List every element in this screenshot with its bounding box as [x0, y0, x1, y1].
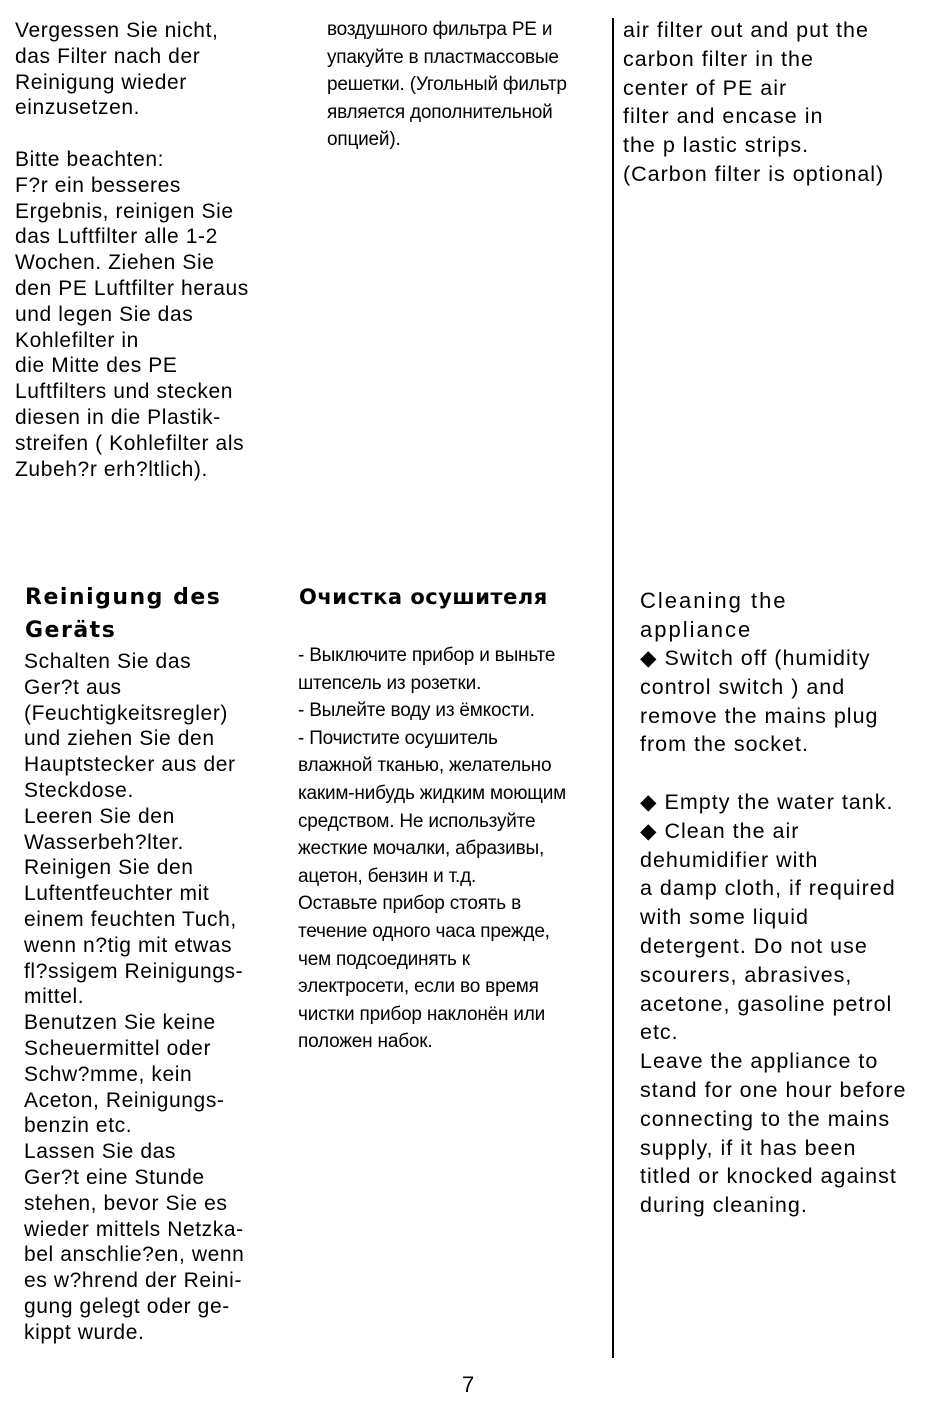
german-cleaning-heading: Reinigung des Geräts: [25, 585, 222, 643]
russian-cleaning-heading: Очистка осушителя: [299, 585, 548, 609]
column-divider: [612, 18, 614, 1358]
russian-cleaning-text: - Выключите прибор и выньте штепсель из розетки. - Вылейте воду из ёмкости. - Почистите осушитель влажной тканью, желательно каким-нибудь жидким моющим средством. Не используйте жесткие мочалки, абразивы, ацетон, бензин и т.д. Оставьте прибор стоять в течение одного часа прежде, чем подсоединять к электросети, если во время чистки прибор наклонён или положен набок.: [298, 645, 566, 1053]
english-filter-text: air filter out and put the carbon filter in the center of PE air filter and encase in the p lastic strips. (Carbon filter is optional): [623, 18, 885, 186]
english-cleaning-heading: Cleaning the appliance: [640, 588, 788, 642]
english-cleaning-text: ◆ Switch off (humidity control switch ) and remove the mains plug from the socket. ◆ Empty the water tank. ◆ Clean the air dehumidifier with a damp cloth, if required with some liquid detergent. Do not use scourers, abrasives, acetone, gasoline petrol etc. Leave the appliance to stand for one hour before connecting to the mains supply, if it has been titled or knocked against during cleaning.: [640, 646, 907, 1218]
german-cleaning-text: Schalten Sie das Ger?t aus (Feuchtigkeitsregler) und ziehen Sie den Hauptstecker aus der Steckdose. Leeren Sie den Wasserbeh?lter. Reinigen Sie den Luftentfeuchter mit einem feuchten Tuch, wenn n?tig mit etwas fl?ssigem Reinigungs- mittel. Benutzen Sie keine Scheuermittel oder Schw?mme, kein Aceton, Reinigungs- benzin etc. Lassen Sie das Ger?t eine Stunde stehen, bevor Sie es wieder mittels Netzka- bel anschlie?en, wenn es w?hrend der Reini- gung gelegt oder ge- kippt wurde.: [24, 650, 245, 1344]
russian-filter-text: воздушного фильтра PE и упакуйте в пластмассовые решетки. (Угольный фильтр является дополнительной опцией).: [327, 19, 567, 151]
page-number: 7: [462, 1372, 475, 1397]
german-filter-text: Vergessen Sie nicht, das Filter nach der Reinigung wieder einzusetzen. Bitte beachten: F?r ein besseres Ergebnis, reinigen Sie das Luftfilter alle 1-2 Wochen. Ziehen Sie den PE Luftfilter heraus und legen Sie das Kohlefilter in die Mitte des PE Luftfilters und stecken diesen in die Plastik- streifen ( Kohlefilter als Zubeh?r erh?ltlich).: [15, 19, 249, 481]
